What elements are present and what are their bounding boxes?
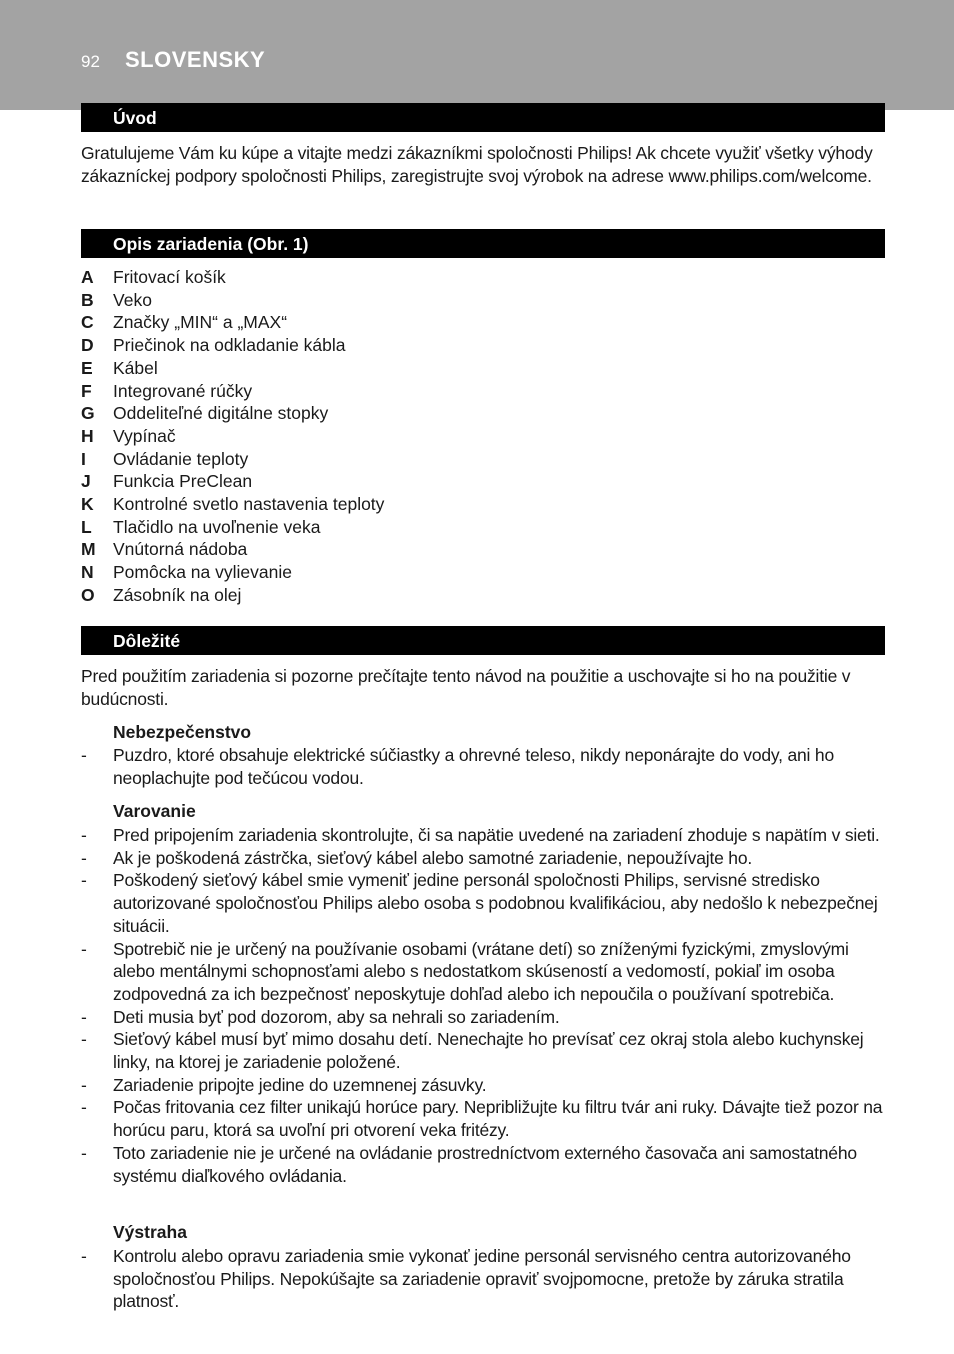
- part-letter: I: [81, 448, 86, 469]
- part-label: Ovládanie teploty: [113, 448, 249, 469]
- bullet-text: Deti musia byť pod dozorom, aby sa nehrali so zariadením.: [113, 1006, 560, 1027]
- part-label: Zásobník na olej: [113, 584, 242, 605]
- bullet-dash: -: [81, 1006, 87, 1027]
- part-label: Tlačidlo na uvoľnenie veka: [113, 516, 321, 537]
- bullet-dash: -: [81, 847, 87, 868]
- section-heading-important: Dôležité: [81, 626, 885, 655]
- part-label: Veko: [113, 289, 152, 310]
- part-letter: G: [81, 403, 95, 424]
- bullet-text: Kontrolu alebo opravu zariadenia smie vykonať jedine personál servisného centra autorizovaného spoločnosťou Philips. Nepokúšajte sa zariadenie opraviť svojpomocne, pretože by záruka stratila platnosť.: [113, 1246, 851, 1312]
- part-letter: L: [81, 516, 92, 537]
- danger-heading: Nebezpečenstvo: [113, 722, 252, 742]
- caution-heading: Výstraha: [113, 1222, 187, 1242]
- bullet-item: [81, 744, 891, 789]
- part-letter: O: [81, 584, 95, 605]
- bullet-dash: -: [81, 1097, 87, 1118]
- part-label: Oddeliteľné digitálne stopky: [113, 403, 329, 424]
- part-letter: D: [81, 335, 94, 356]
- part-item: [81, 493, 384, 516]
- section-heading-intro: Úvod: [81, 103, 885, 132]
- bullet-dash: -: [81, 825, 87, 845]
- part-letter: N: [81, 562, 94, 583]
- bullet-item: [81, 1142, 891, 1187]
- part-item: [81, 538, 384, 561]
- bullet-item: [81, 847, 891, 870]
- part-label: Funkcia PreClean: [113, 471, 253, 492]
- part-letter: M: [81, 539, 96, 560]
- danger-list: [81, 744, 891, 789]
- parts-list: [81, 266, 384, 607]
- part-item: [81, 561, 384, 584]
- bullet-text: Spotrebič nie je určený na používanie osobami (vrátane detí) so zníženými fyzickými, zmyslovými alebo mentálnymi schopnosťami alebo s nedostatkom skúseností a vedomostí, pokiaľ im osoba zodpovedná za ich bezpečnosť neposkytuje dohľad alebo ich nepoučila o používaní spotrebiča.: [113, 938, 849, 1004]
- bullet-item: [81, 1006, 891, 1029]
- bullet-dash: -: [81, 1246, 87, 1266]
- part-label: Značky „MIN“ a „MAX“: [113, 312, 288, 333]
- bullet-text: Toto zariadenie nie je určené na ovládanie prostredníctvom externého časovača ani samostatného systému diaľkového ovládania.: [113, 1142, 857, 1186]
- part-letter: B: [81, 289, 94, 310]
- bullet-item: [81, 869, 891, 937]
- bullet-dash: -: [81, 938, 87, 959]
- bullet-item: [81, 938, 891, 1006]
- part-label: Fritovací košík: [113, 267, 226, 287]
- intro-paragraph: Gratulujeme Vám ku kúpe a vitajte medzi zákazníkmi spoločnosti Philips! Ak chcete využiť všetky výhody zákazníckej podpory spoločnosti Philips, zaregistrujte svoj výrobok na adrese www.philips.com/welcome.: [81, 143, 873, 186]
- part-item: [81, 357, 384, 380]
- bullet-dash: -: [81, 1029, 87, 1050]
- part-item: [81, 425, 384, 448]
- bullet-item: [81, 1096, 891, 1141]
- bullet-text: Pred pripojením zariadenia skontrolujte, či sa napätie uvedené na zariadení zhoduje s napätím v sieti.: [113, 825, 880, 845]
- bullet-dash: -: [81, 1142, 87, 1163]
- part-label: Pomôcka na vylievanie: [113, 562, 292, 583]
- part-item: [81, 470, 384, 493]
- bullet-item: [81, 824, 891, 847]
- part-letter: E: [81, 357, 93, 378]
- part-item: [81, 311, 384, 334]
- part-label: Vnútorná nádoba: [113, 539, 248, 560]
- part-item: [81, 266, 384, 289]
- part-label: Vypínač: [113, 425, 176, 446]
- part-letter: A: [81, 267, 94, 287]
- part-label: Integrované rúčky: [113, 380, 253, 401]
- language-heading: SLOVENSKY: [125, 47, 266, 72]
- bullet-text: Ak je poškodená zástrčka, sieťový kábel alebo samotné zariadenie, nepoužívajte ho.: [113, 847, 753, 868]
- part-label: Priečinok na odkladanie kábla: [113, 335, 346, 356]
- part-item: [81, 334, 384, 357]
- bullet-text: Počas fritovania cez filter unikajú horúce pary. Nepribližujte ku filtru tvár ani ruky. Dávajte tiež pozor na horúcu paru, ktorá sa uvoľní pri otvorení veka fritézy.: [113, 1097, 883, 1141]
- part-item: [81, 584, 384, 607]
- bullet-text: Poškodený sieťový kábel smie vymeniť jedine personál spoločnosti Philips, servisné stredisko autorizované spoločnosťou Philips alebo osoba s podobnou kvalifikáciou, aby nedošlo k nebezpečnej situácii.: [113, 870, 878, 936]
- part-item: [81, 516, 384, 539]
- part-label: Kábel: [113, 357, 158, 378]
- caution-list: [81, 1245, 891, 1313]
- bullet-text: Puzdro, ktoré obsahuje elektrické súčiastky a ohrevné teleso, nikdy neponárajte do vody, ani ho neoplachujte pod tečúcou vodou.: [113, 745, 834, 788]
- section-heading-description: Opis zariadenia (Obr. 1): [81, 229, 885, 258]
- warning-list: [81, 824, 891, 1187]
- part-letter: H: [81, 425, 94, 446]
- page-number: 92: [81, 52, 100, 71]
- part-item: [81, 289, 384, 312]
- bullet-text: Zariadenie pripojte jedine do uzemnenej zásuvky.: [113, 1074, 487, 1095]
- part-letter: J: [81, 471, 91, 492]
- part-item: [81, 380, 384, 403]
- important-paragraph: Pred použitím zariadenia si pozorne prečítajte tento návod na použitie a uschovajte si ho na použitie v budúcnosti.: [81, 666, 851, 709]
- part-letter: K: [81, 494, 94, 515]
- bullet-item: [81, 1074, 891, 1097]
- part-label: Kontrolné svetlo nastavenia teploty: [113, 494, 385, 515]
- bullet-item: [81, 1028, 891, 1073]
- part-letter: F: [81, 380, 92, 401]
- bullet-item: [81, 1245, 891, 1313]
- bullet-dash: -: [81, 1074, 87, 1095]
- warning-heading: Varovanie: [113, 801, 196, 821]
- part-letter: C: [81, 312, 94, 333]
- bullet-dash: -: [81, 745, 87, 765]
- part-item: [81, 448, 384, 471]
- part-item: [81, 402, 384, 425]
- bullet-dash: -: [81, 870, 87, 891]
- bullet-text: Sieťový kábel musí byť mimo dosahu detí. Nenechajte ho prevísať cez okraj stola alebo kuchynskej linky, na ktorej je zariadenie položené.: [113, 1029, 864, 1073]
